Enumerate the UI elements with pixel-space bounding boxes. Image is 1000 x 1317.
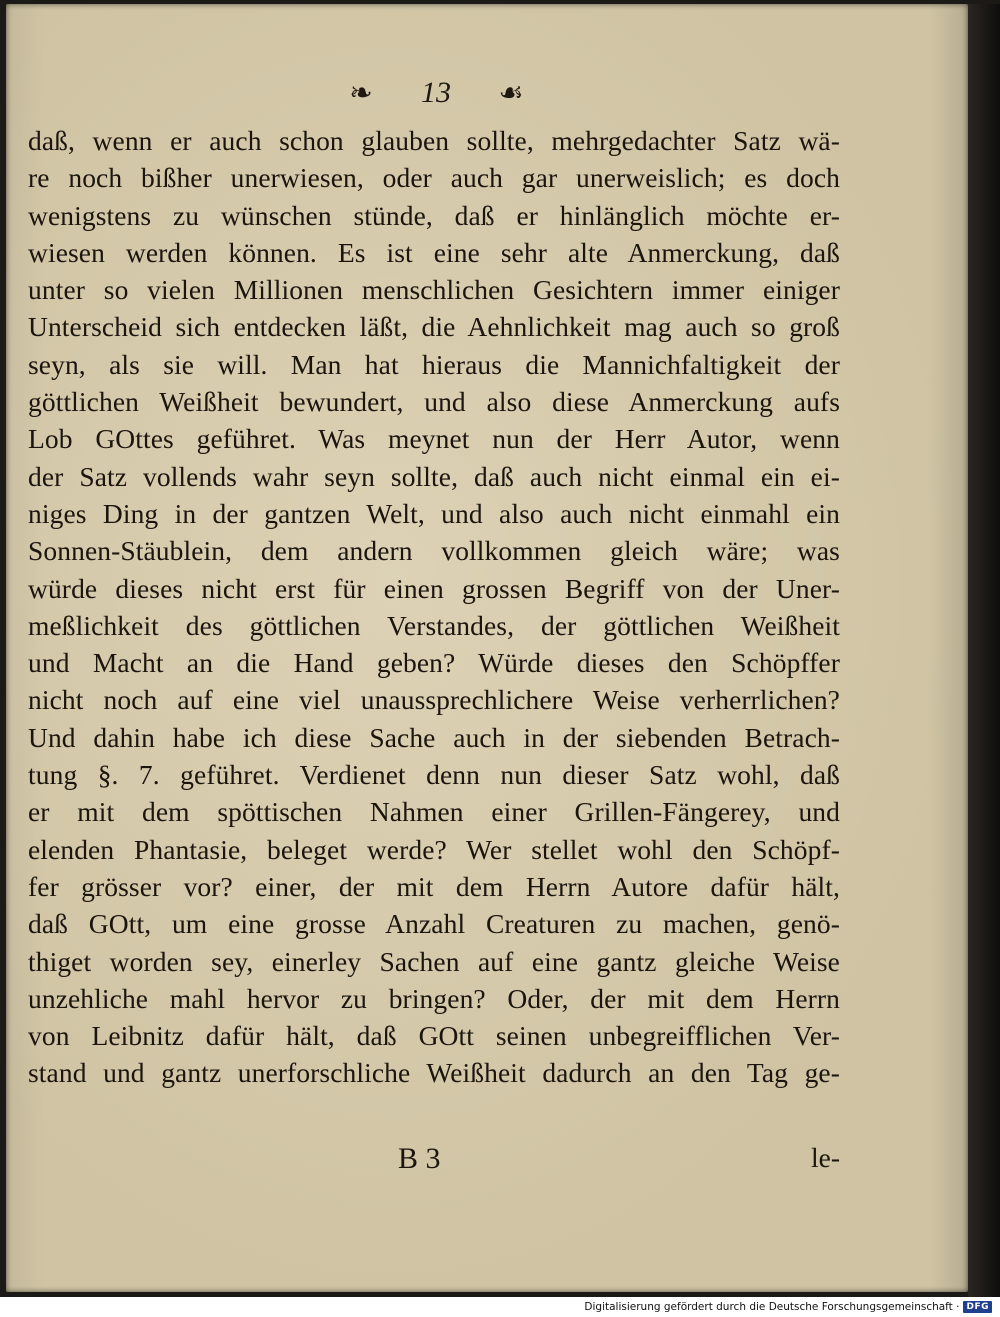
text-line: meßlichkeit des göttlichen Verstandes, der göttlichen Weißheit	[28, 609, 840, 641]
text-line: Lob GOttes geführet. Was meynet nun der Herr Autor, wenn	[28, 423, 840, 455]
text-line: unter so vielen Millionen menschlichen Gesichtern immer einiger	[28, 274, 840, 306]
text-line: thiget worden sey, einerley Sachen auf eine gantz gleiche Weise	[28, 945, 840, 977]
text-line: unzehliche mahl hervor zu bringen? Oder, der mit dem Herrn	[28, 982, 840, 1014]
text-line: daß GOtt, um eine grosse Anzahl Creaturen zu machen, genö-	[28, 908, 840, 940]
left-ornament-icon: ❧	[349, 76, 373, 109]
text-line: elenden Phantasie, beleget werde? Wer stellet wohl den Schöpf-	[28, 833, 840, 865]
scan-edge-shadow	[968, 4, 1000, 1297]
text-line: tung §. 7. geführet. Verdienet denn nun dieser Satz wohl, daß	[28, 759, 840, 791]
text-line: re noch bißher unerwiesen, oder auch gar unerweislich; es doch	[28, 162, 840, 194]
credit-text: Digitalisierung gefördert durch die Deutsche Forschungsgemeinschaft ·	[584, 1301, 960, 1313]
page-number: 13	[421, 76, 451, 109]
text-line: Sonnen-Stäublein, dem andern vollkommen gleich wäre; was	[28, 535, 840, 567]
right-ornament-icon: ☙	[498, 76, 524, 109]
text-line: der Satz vollends wahr seyn sollte, daß auch nicht einmal ein ei-	[28, 460, 840, 492]
text-line: von Leibnitz dafür hält, daß GOtt seinen unbegreifflichen Ver-	[28, 1020, 840, 1052]
book-page	[6, 4, 968, 1292]
text-line: stand und gantz unerforschliche Weißheit dadurch an den Tag ge-	[28, 1057, 840, 1089]
signature-mark: B 3	[398, 1142, 441, 1175]
text-line: nicht noch auf eine viel unaussprechlichere Weise verherrlichen?	[28, 684, 840, 716]
digitization-credit	[584, 1299, 992, 1315]
text-line: Unterscheid sich entdecken läßt, die Aehnlichkeit mag auch so groß	[28, 311, 840, 343]
page-footer	[28, 1142, 840, 1186]
running-header	[306, 68, 566, 118]
text-line: würde dieses nicht erst für einen grossen Begriff von der Uner-	[28, 572, 840, 604]
text-line: und Macht an die Hand geben? Würde dieses den Schöpffer	[28, 647, 840, 679]
text-line: Und dahin habe ich diese Sache auch in der siebenden Betrach-	[28, 721, 840, 753]
body-text	[28, 122, 840, 1092]
text-line: wenigstens zu wünschen stünde, daß er hinlänglich möchte er-	[28, 199, 840, 231]
text-line: göttlichen Weißheit bewundert, und also diese Anmerckung aufs	[28, 386, 840, 418]
text-line: fer grösser vor? einer, der mit dem Herrn Autore dafür hält,	[28, 870, 840, 902]
text-line: niges Ding in der gantzen Welt, und also auch nicht einmahl ein	[28, 497, 840, 529]
dfg-logo: DFG	[963, 1301, 992, 1313]
text-line: daß, wenn er auch schon glauben sollte, mehrgedachter Satz wä-	[28, 125, 840, 156]
text-line: er mit dem spöttischen Nahmen einer Grillen-Fängerey, und	[28, 796, 840, 828]
catchword: le-	[810, 1142, 840, 1173]
text-line: seyn, als sie will. Man hat hieraus die Mannichfaltigkeit der	[28, 348, 840, 380]
text-line: wiesen werden können. Es ist eine sehr alte Anmerckung, daß	[28, 236, 840, 268]
